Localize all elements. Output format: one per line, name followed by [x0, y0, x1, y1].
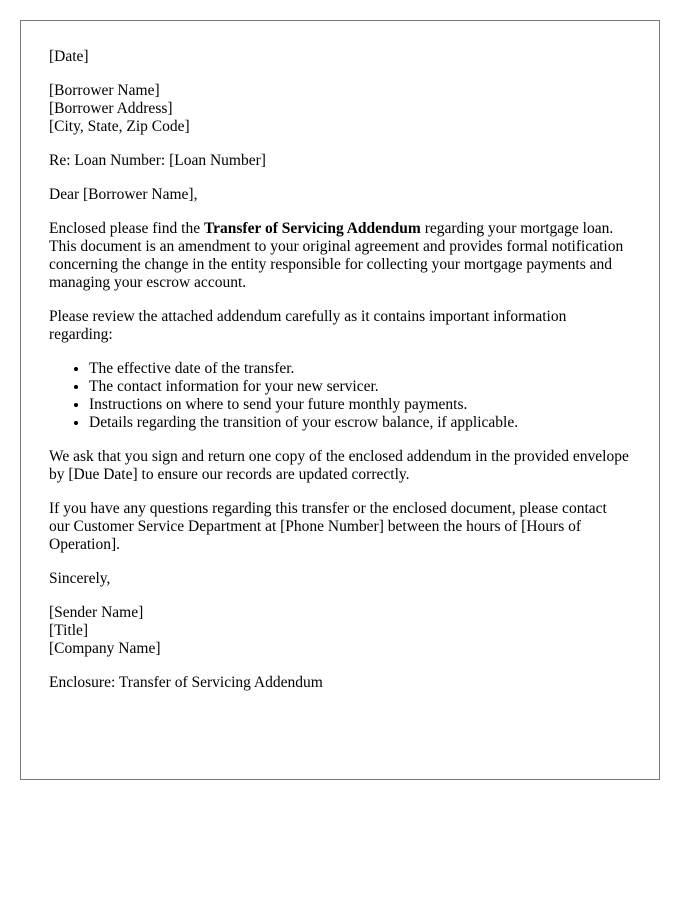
questions-paragraph: If you have any questions regarding this transfer or the enclosed document, please contact our Customer Service Department at [Phone Number] between the hours of [Hours of Operation].	[49, 500, 607, 553]
sender-block	[49, 604, 631, 658]
request-paragraph: We ask that you sign and return one copy of the enclosed addendum in the provided envelope by [Due Date] to ensure our records are updated correctly.	[49, 448, 629, 483]
letter-page	[20, 20, 660, 780]
list-item: • The effective date of the transfer.	[89, 360, 631, 378]
recipient-name: [Borrower Name]	[49, 82, 160, 99]
list-item: • Instructions on where to send your future monthly payments.	[89, 396, 631, 414]
recipient-city-state-zip: [City, State, Zip Code]	[49, 118, 190, 135]
sender-name: [Sender Name]	[49, 604, 144, 621]
information-list	[49, 360, 631, 432]
letter-date: [Date]	[49, 48, 89, 65]
enclosure-line: Enclosure: Transfer of Servicing Addendum	[49, 674, 323, 691]
sender-company: [Company Name]	[49, 640, 161, 657]
recipient-block	[49, 82, 631, 136]
intro-text-after: regarding your mortgage loan. This document is an amendment to your original agreement and provides formal notification concerning the change in the entity responsible for collecting your mortgage payments and managing your escrow account.	[49, 220, 624, 291]
list-item: • The contact information for your new servicer.	[89, 378, 631, 396]
recipient-address: [Borrower Address]	[49, 100, 173, 117]
intro-text-before: Enclosed please find the	[49, 220, 204, 237]
review-paragraph: Please review the attached addendum carefully as it contains important information regarding:	[49, 308, 567, 343]
closing: Sincerely,	[49, 570, 111, 587]
sender-title: [Title]	[49, 622, 89, 639]
salutation: Dear [Borrower Name],	[49, 186, 198, 203]
re-line: Re: Loan Number: [Loan Number]	[49, 152, 266, 169]
addendum-title: Transfer of Servicing Addendum	[203, 220, 421, 237]
list-item: • Details regarding the transition of your escrow balance, if applicable.	[89, 414, 631, 432]
intro-paragraph	[49, 220, 631, 292]
